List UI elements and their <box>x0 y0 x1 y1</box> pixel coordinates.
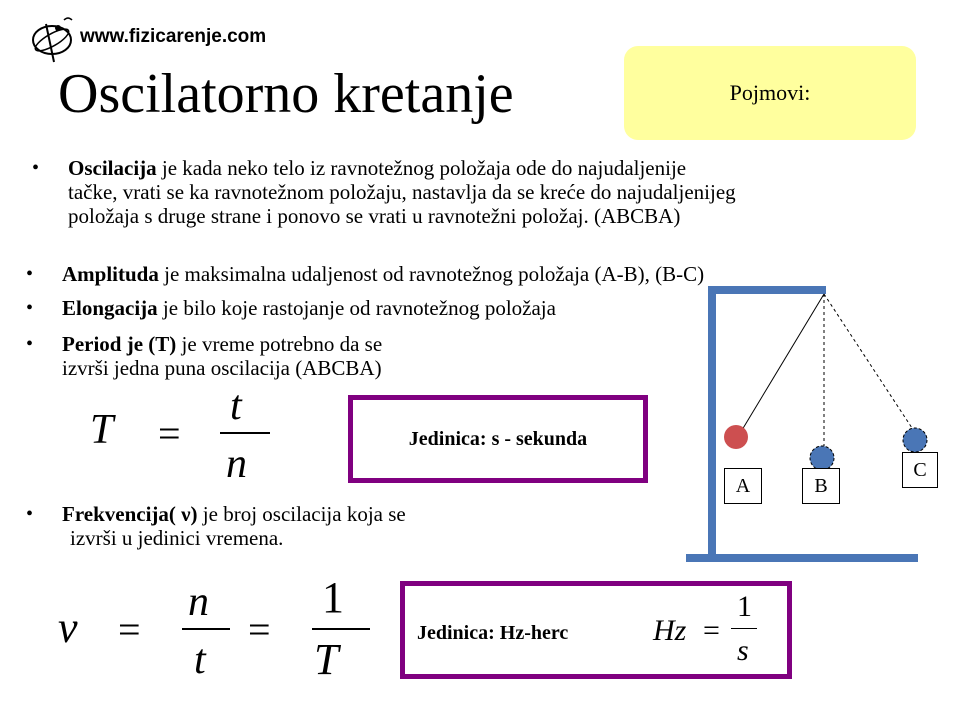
bullet-frekvencija <box>26 502 526 554</box>
unit-prefix: Jedinica: <box>408 427 487 450</box>
formula-numerator-t: t <box>230 383 242 429</box>
unit-hz-symbol: Hz <box>653 614 687 647</box>
page-title: Oscilatorno kretanje <box>58 63 514 125</box>
frekvencija-line2: izvrši u jedinici vremena. <box>70 526 284 550</box>
frequency-formula <box>50 572 390 682</box>
frequency-unit-box <box>400 581 792 679</box>
period-line1: je vreme potrebno da se <box>176 332 383 356</box>
bullet-dot: • <box>26 503 34 525</box>
period-formula <box>80 383 300 488</box>
unit-seconds: s - sekunda <box>486 427 588 450</box>
logo <box>28 14 318 64</box>
term-elongacija: Elongacija <box>62 296 158 320</box>
logo-text[interactable]: www.fizicarenje.com <box>80 26 267 47</box>
formula-nu: ν <box>58 603 78 652</box>
pendulum-base <box>686 554 918 562</box>
term-amplituda: Amplituda <box>62 262 159 286</box>
bob-a <box>724 425 748 449</box>
label-b: B <box>802 468 840 504</box>
formula-denominator-t: t <box>194 637 206 683</box>
fraction-bar-1 <box>182 628 230 630</box>
elongacija-text: je bilo koje rastojanje od ravnotežnog položaja <box>157 296 556 320</box>
frekvencija-line1: je broj oscilacija koja se <box>197 502 406 526</box>
formula-equals-1: = <box>118 607 141 652</box>
pendulum-post <box>708 286 716 556</box>
oscilacija-line2: tačke, vrati se ka ravnotežnom položaju, nastavlja da se kreće do najudaljenijeg <box>68 180 736 204</box>
fraction-bar <box>220 432 270 434</box>
logo-icon <box>28 14 78 64</box>
bullet-oscilacija <box>32 156 932 232</box>
concepts-label: Pojmovi: <box>729 80 811 105</box>
string-a <box>742 294 824 430</box>
formula-equals: = <box>158 411 181 456</box>
bullet-dot: • <box>32 157 40 179</box>
bullet-dot: • <box>26 333 34 355</box>
bullet-period <box>26 332 526 384</box>
term-period: Period je (T) <box>62 332 177 356</box>
period-unit-box <box>348 395 648 483</box>
term-frekvencija: Frekvencija( ν) <box>62 502 198 526</box>
unit-numerator-1: 1 <box>737 590 752 623</box>
unit-equals: = <box>703 614 720 647</box>
formula-denominator-n: n <box>226 441 247 487</box>
unit-denominator-s: s <box>737 634 749 667</box>
amplituda-text: je maksimalna udaljenost od ravnotežnog položaja (A-B), (B-C) <box>158 262 705 286</box>
bullet-elongacija <box>26 296 726 322</box>
string-c <box>824 294 912 428</box>
formula-T: T <box>90 407 114 453</box>
bob-b <box>810 446 834 470</box>
bullet-dot: • <box>26 297 34 319</box>
label-a: A <box>724 468 762 504</box>
oscilacija-line3: položaja s druge strane i ponovo se vrati u ravnotežni položaj. (ABCBA) <box>68 204 681 228</box>
pendulum-beam <box>708 286 826 294</box>
pendulum-drawing <box>680 280 930 570</box>
formula-denominator-T: T <box>314 635 339 684</box>
label-c: C <box>902 452 938 488</box>
bob-c <box>903 428 927 452</box>
bullet-dot: • <box>26 263 34 285</box>
unit-fraction-bar <box>731 628 757 629</box>
pendulum-diagram <box>680 280 930 570</box>
oscilacija-line1: je kada neko telo iz ravnotežnog položaja ode do najudaljenije <box>156 156 687 180</box>
formula-numerator-n: n <box>188 579 209 625</box>
formula-equals-2: = <box>248 607 271 652</box>
term-oscilacija: Oscilacija <box>68 156 157 180</box>
unit-prefix: Jedinica: <box>417 622 495 644</box>
concepts-box <box>624 46 916 140</box>
unit-hertz: Hz-herc <box>494 622 569 644</box>
period-line2: izvrši jedna puna oscilacija (ABCBA) <box>62 356 382 380</box>
fraction-bar-2 <box>312 628 370 630</box>
formula-numerator-1: 1 <box>322 573 344 622</box>
